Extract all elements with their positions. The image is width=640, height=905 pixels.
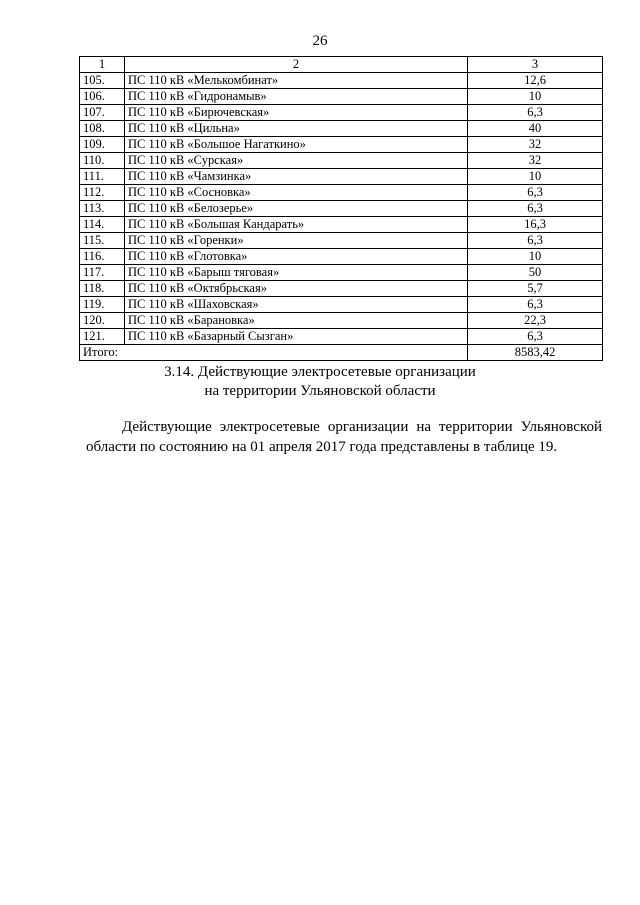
paragraph-text: Действующие электросетевые организации на территории Ульяновской области по состоянию на 01 апреля 2017 года представлены в таблице 19. [86, 419, 602, 455]
table-row [80, 201, 603, 217]
substation-name-cell: ПС 110 кВ «Гидронамыв» [125, 89, 468, 105]
substation-name-cell: ПС 110 кВ «Большая Кандарать» [125, 217, 468, 233]
capacity-cell: 5,7 [468, 281, 603, 297]
section-heading-line-1: 3.14. Действующие электросетевые организации [164, 364, 476, 380]
capacity-cell: 10 [468, 89, 603, 105]
substation-name-cell: ПС 110 кВ «Белозерье» [125, 201, 468, 217]
header-cell-3: 3 [468, 57, 603, 73]
capacity-cell: 10 [468, 169, 603, 185]
substation-name-cell: ПС 110 кВ «Горенки» [125, 233, 468, 249]
capacity-cell: 16,3 [468, 217, 603, 233]
row-number-cell: 113. [80, 201, 125, 217]
row-number-cell: 114. [80, 217, 125, 233]
table-row [80, 169, 603, 185]
substation-name-cell: ПС 110 кВ «Большое Нагаткино» [125, 137, 468, 153]
table-body [80, 57, 603, 361]
table-row [80, 73, 603, 89]
table-total-row [80, 345, 603, 361]
substation-name-cell: ПС 110 кВ «Мелькомбинат» [125, 73, 468, 89]
table-row [80, 105, 603, 121]
capacity-cell: 10 [468, 249, 603, 265]
row-number-cell: 108. [80, 121, 125, 137]
substation-name-cell: ПС 110 кВ «Глотовка» [125, 249, 468, 265]
section-heading [0, 363, 640, 401]
table-row [80, 281, 603, 297]
substation-name-cell: ПС 110 кВ «Базарный Сызган» [125, 329, 468, 345]
capacity-cell: 6,3 [468, 201, 603, 217]
substation-name-cell: ПС 110 кВ «Октябрьская» [125, 281, 468, 297]
table-row [80, 217, 603, 233]
substation-name-cell: ПС 110 кВ «Барыш тяговая» [125, 265, 468, 281]
row-number-cell: 116. [80, 249, 125, 265]
capacity-cell: 6,3 [468, 297, 603, 313]
capacity-cell: 32 [468, 137, 603, 153]
row-number-cell: 106. [80, 89, 125, 105]
substation-name-cell: ПС 110 кВ «Сурская» [125, 153, 468, 169]
substation-name-cell: ПС 110 кВ «Шаховская» [125, 297, 468, 313]
row-number-cell: 105. [80, 73, 125, 89]
body-paragraph [86, 417, 602, 457]
row-number-cell: 107. [80, 105, 125, 121]
page-number: 26 [312, 33, 328, 49]
table-row [80, 185, 603, 201]
table-row [80, 153, 603, 169]
substation-name-cell: ПС 110 кВ «Сосновка» [125, 185, 468, 201]
table-row [80, 89, 603, 105]
capacity-cell: 6,3 [468, 105, 603, 121]
capacity-cell: 22,3 [468, 313, 603, 329]
row-number-cell: 115. [80, 233, 125, 249]
capacity-cell: 6,3 [468, 233, 603, 249]
table-row [80, 313, 603, 329]
row-number-cell: 109. [80, 137, 125, 153]
table-row [80, 137, 603, 153]
substation-table [79, 56, 603, 361]
row-number-cell: 117. [80, 265, 125, 281]
table-row [80, 265, 603, 281]
table-row [80, 121, 603, 137]
substation-name-cell: ПС 110 кВ «Чамзинка» [125, 169, 468, 185]
capacity-cell: 32 [468, 153, 603, 169]
row-number-cell: 110. [80, 153, 125, 169]
header-cell-2: 2 [125, 57, 468, 73]
row-number-cell: 121. [80, 329, 125, 345]
row-number-cell: 119. [80, 297, 125, 313]
capacity-cell: 6,3 [468, 329, 603, 345]
row-number-cell: 112. [80, 185, 125, 201]
substation-name-cell: ПС 110 кВ «Барановка» [125, 313, 468, 329]
table-row [80, 297, 603, 313]
header-cell-1: 1 [80, 57, 125, 73]
table-row [80, 329, 603, 345]
row-number-cell: 118. [80, 281, 125, 297]
total-value-cell: 8583,42 [468, 345, 603, 361]
section-heading-line-2: на территории Ульяновской области [204, 383, 436, 399]
total-label-cell: Итого: [80, 345, 468, 361]
substation-name-cell: ПС 110 кВ «Цильна» [125, 121, 468, 137]
capacity-cell: 6,3 [468, 185, 603, 201]
table-row [80, 233, 603, 249]
table-row [80, 249, 603, 265]
table-header-row [80, 57, 603, 73]
capacity-cell: 50 [468, 265, 603, 281]
row-number-cell: 111. [80, 169, 125, 185]
row-number-cell: 120. [80, 313, 125, 329]
substation-name-cell: ПС 110 кВ «Бирючевская» [125, 105, 468, 121]
capacity-cell: 12,6 [468, 73, 603, 89]
capacity-cell: 40 [468, 121, 603, 137]
